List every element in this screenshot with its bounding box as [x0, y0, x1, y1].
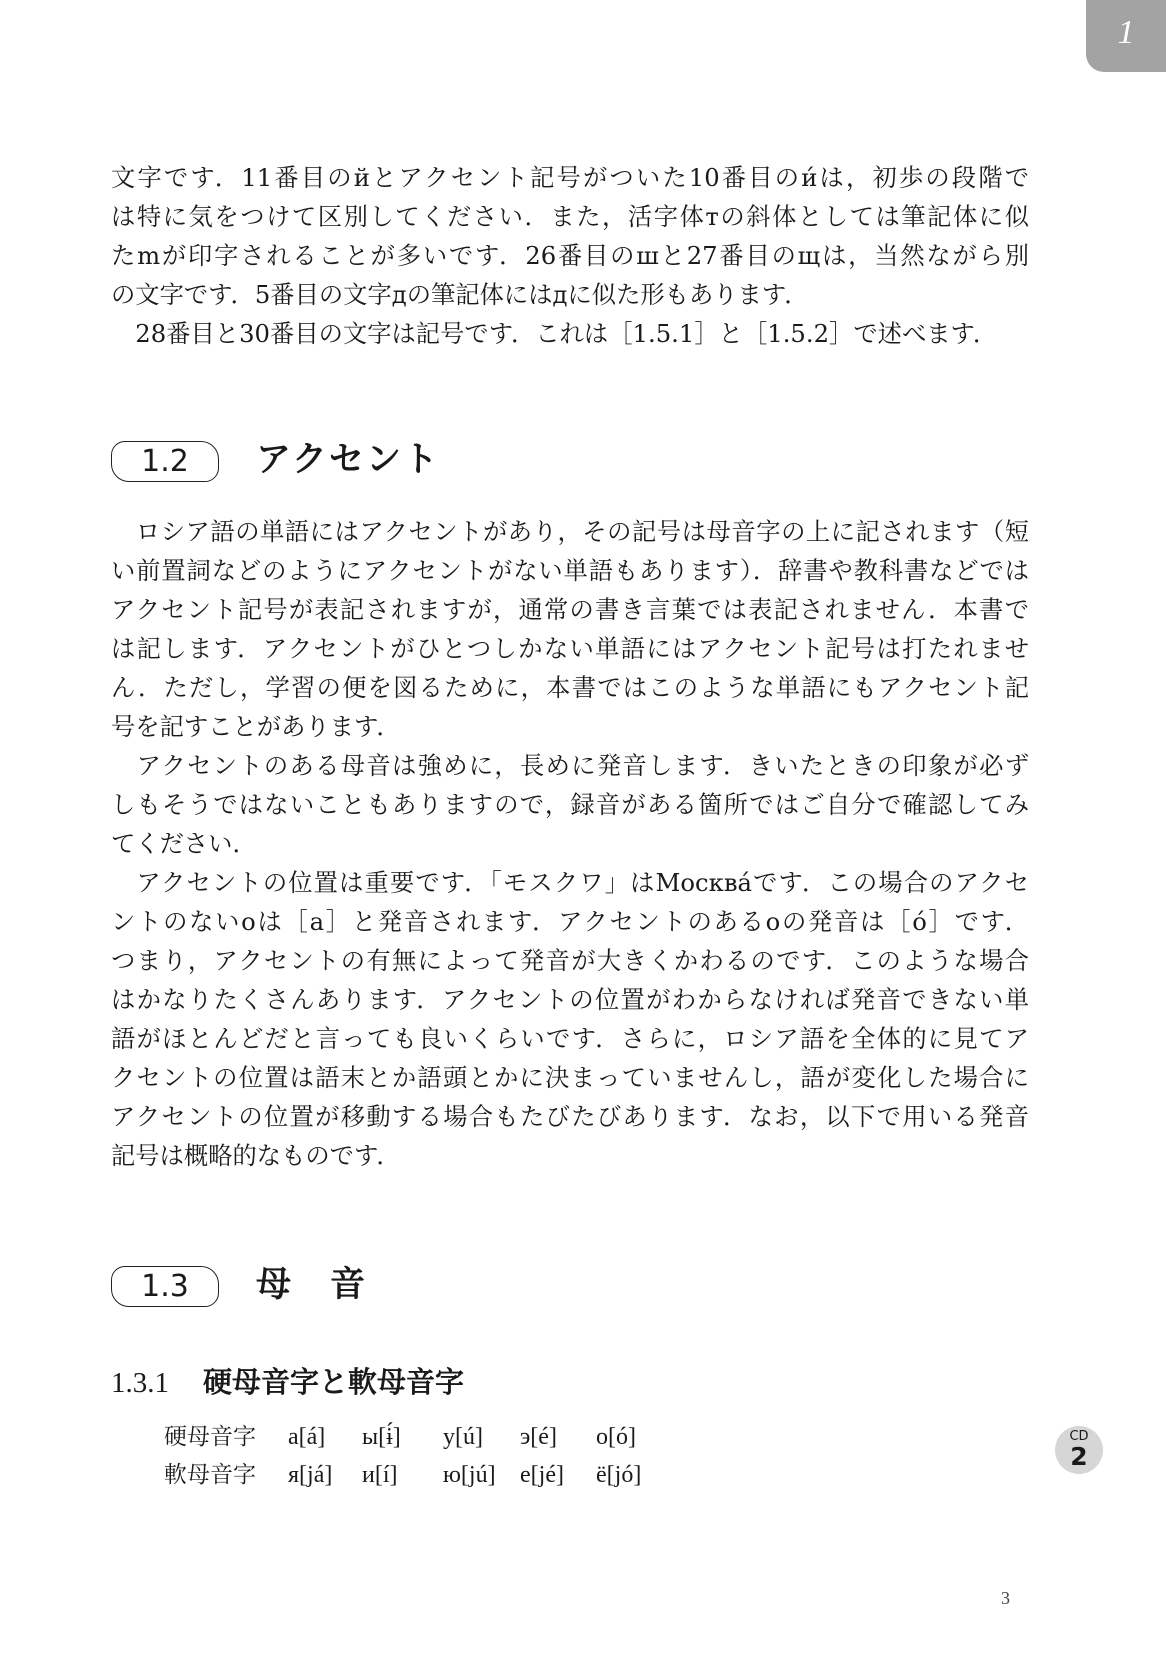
text-line: アクセントの位置が移動する場合もたびたびあります．なお，以下で用いる発音 — [111, 1102, 1029, 1131]
section-number: 1.2 — [111, 441, 219, 482]
vowel-letter: э[é] — [520, 1424, 557, 1450]
text-line: 28番目と30番目の文字は記号です．これは［1.5.1］と［1.5.2］で述べます． — [111, 319, 998, 348]
text-line: しもそうではないこともありますので，録音がある箇所ではご自分で確認してみ — [111, 790, 1029, 819]
cd-label: CD — [1069, 1429, 1089, 1444]
vowel-letter: a[á] — [288, 1424, 326, 1450]
cd-track-number: 2 — [1070, 1442, 1088, 1471]
text-line: アクセントの位置は重要です．「モスクワ」はМосква́です．この場合のアクセ — [111, 868, 1029, 897]
section-title: 母 音 — [256, 1265, 368, 1305]
text-line: は記します．アクセントがひとつしかない単語にはアクセント記号は打たれませ — [111, 634, 1029, 663]
text-line: てください． — [111, 829, 257, 858]
text-line: ん．ただし，学習の便を図るために，本書ではこのような単語にもアクセント記 — [111, 673, 1029, 702]
text-line: クセントの位置は語末とか語頭とかに決まっていませんし，語が変化した場合に — [111, 1063, 1029, 1092]
subsection-number: 1.3.1 — [111, 1367, 169, 1399]
vowel-row-label: 硬母音字 — [164, 1424, 256, 1450]
vowel-letter: y[ú] — [443, 1424, 483, 1450]
text-line: ロシア語の単語にはアクセントがあり，その記号は母音字の上に記されます（短 — [111, 517, 1029, 546]
text-line: アクセント記号が表記されますが，通常の書き言葉では表記されません．本書で — [111, 595, 1029, 624]
vowel-letter: e[jé] — [520, 1462, 564, 1488]
text-line: は特に気をつけて区別してください．また，活字体тの斜体としては筆記体に似 — [111, 202, 1029, 231]
cd-track-badge — [1055, 1426, 1103, 1474]
vowel-letter: ю[jú] — [443, 1462, 496, 1488]
vowel-letter: я[já] — [288, 1462, 333, 1488]
text-line: はかなりたくさんあります．アクセントの位置がわからなければ発音できない単 — [111, 985, 1029, 1014]
vowel-letter: ë[jó] — [596, 1462, 642, 1488]
vowel-row-label: 軟母音字 — [164, 1462, 256, 1488]
vowel-letter: и[í] — [362, 1462, 398, 1488]
section-1-2-body — [111, 512, 1029, 1175]
text-line: つまり，アクセントの有無によって発音が大きくかわるのです．このような場合 — [111, 946, 1029, 975]
subsection-heading — [111, 1360, 464, 1401]
text-line: ントのないoは［a］と発音されます．アクセントのあるoの発音は［ó］です． — [111, 907, 1029, 936]
intro-text — [111, 158, 1029, 353]
section-number: 1.3 — [111, 1266, 219, 1307]
text-line: い前置詞などのようにアクセントがない単語もあります）．辞書や教科書などでは — [111, 556, 1029, 585]
vowel-letter: o[ó] — [596, 1424, 636, 1450]
section-title: アクセント — [256, 440, 440, 480]
chapter-number: 1 — [1117, 14, 1135, 51]
text-line: 文字です．11番目のйとアクセント記号がついた10番目のи́は，初歩の段階で — [111, 163, 1029, 192]
text-line: アクセントのある母音は強めに，長めに発音します．きいたときの印象が必ず — [111, 751, 1029, 780]
text-line: 語がほとんどだと言っても良いくらいです．さらに，ロシア語を全体的に見てア — [111, 1024, 1029, 1053]
text-line: 記号は概略的なものです． — [111, 1141, 401, 1170]
chapter-tab — [1086, 0, 1166, 72]
text-line: たmが印字されることが多いです．26番目のшと27番目のщは，当然ながら別 — [111, 241, 1029, 270]
subsection-title: 硬母音字と軟母音字 — [203, 1365, 465, 1399]
vowel-letter: ы[ɨ́] — [362, 1424, 401, 1450]
page-number: 3 — [1001, 1588, 1010, 1608]
text-line: の文字です．5番目の文字дの筆記体にはдに似た形もあります． — [111, 280, 809, 309]
text-line: 号を記すことがあります． — [111, 712, 401, 741]
